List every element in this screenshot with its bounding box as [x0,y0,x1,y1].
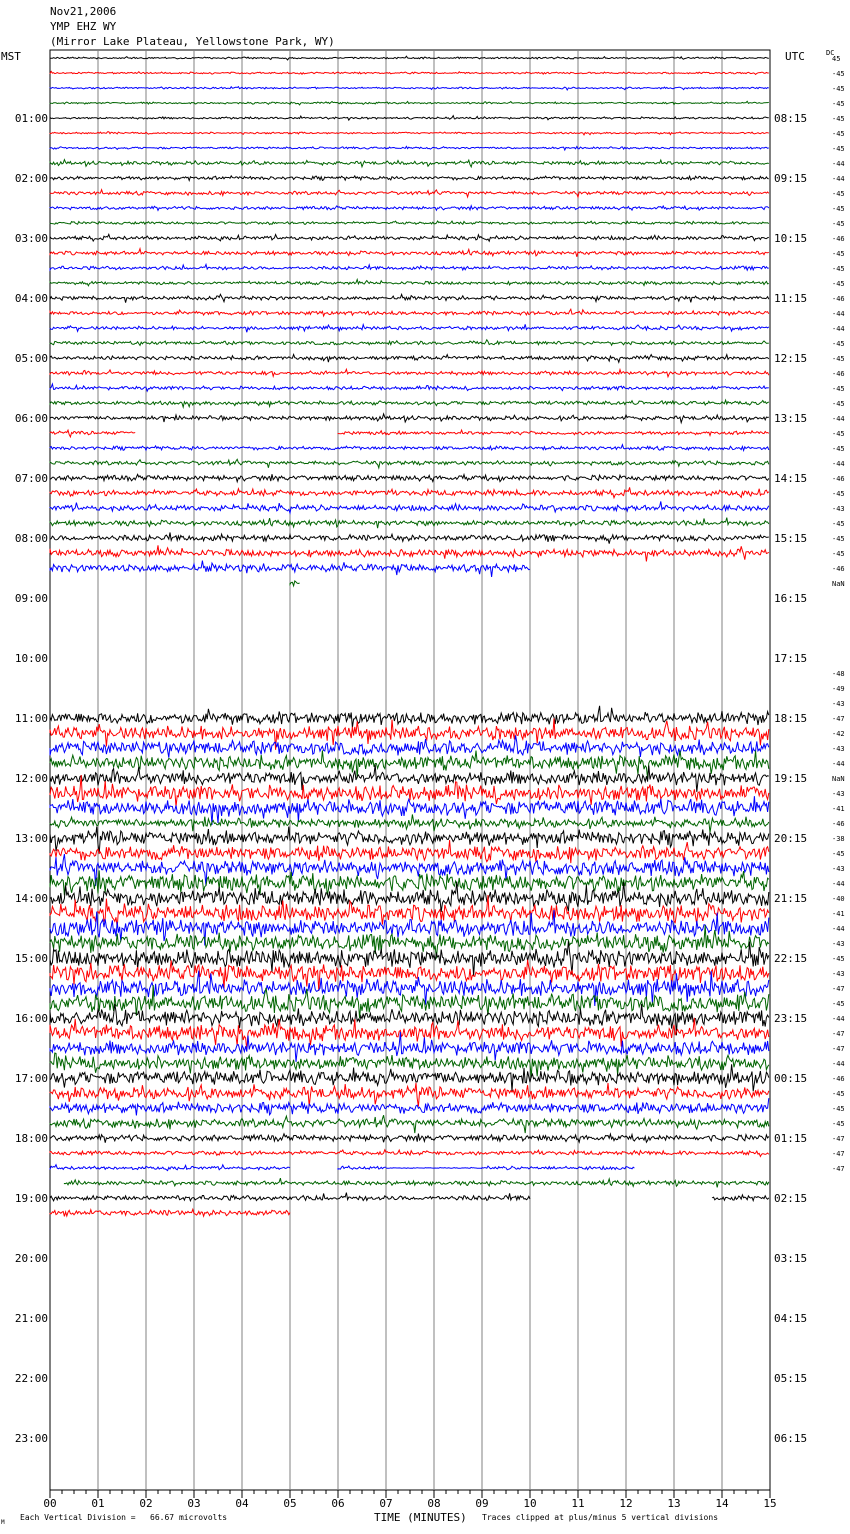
dc-offset-value: -41 [832,805,845,813]
seismic-trace [50,826,769,853]
utc-hour-label: 08:15 [774,112,808,125]
dc-offset-value: -45 [832,220,845,228]
dc-offset-value: -47 [832,1165,845,1173]
plot-date: Nov21,2006 [50,5,117,18]
mst-hour-label: 19:00 [14,1192,48,1205]
dc-offset-value: -47 [832,1030,845,1038]
dc-offset-value: -41 [832,910,845,918]
dc-offset-value: -45 [832,355,845,363]
seismic-trace [50,294,769,302]
seismic-trace [50,369,769,377]
dc-offset-value: -48 [832,670,845,678]
vertical-division-note: Each Vertical Division = 66.67 microvolts [20,1513,228,1522]
dc-offset-value: -44 [832,415,845,423]
utc-hour-label: 16:15 [774,592,808,605]
dc-offset-value: -45 [832,955,845,963]
seismic-trace [50,1150,769,1157]
utc-hour-label: 01:15 [774,1132,808,1145]
dc-offset-value: -44 [832,760,845,768]
seismic-trace [50,870,769,895]
dc-offset-value: -45 [832,145,845,153]
seismic-trace [50,146,769,150]
seismic-trace [50,814,769,832]
mst-hour-label: 16:00 [14,1012,48,1025]
dc-offset-value: -44 [832,175,845,183]
dc-offset-value: -45 [832,490,845,498]
seismic-trace [338,1166,386,1169]
dc-offset-value: -45 [832,445,845,453]
mst-axis-label: MST [1,50,21,63]
mst-hour-label: 18:00 [14,1132,48,1145]
station-code: YMP EHZ WY [50,20,117,33]
dc-offset-value: -45 [832,250,845,258]
dc-offset-value: -45 [832,1120,845,1128]
dc-offset-value: NaN [832,775,845,783]
seismic-trace [50,190,769,197]
dc-offset-value: -43 [832,700,845,708]
mst-hour-label: 21:00 [14,1312,48,1325]
utc-hour-label: 20:15 [774,832,808,845]
dc-offset-value: -43 [832,790,845,798]
mst-hour-label: 12:00 [14,772,48,785]
mst-hour-label: 06:00 [14,412,48,425]
seismic-trace [50,87,769,90]
minute-tick-label: 05 [283,1497,297,1510]
seismic-trace [50,518,769,529]
dc-offset-value: -49 [832,685,845,693]
mst-hour-label: 05:00 [14,352,48,365]
grid-lines [50,50,770,1490]
utc-hour-label: 12:15 [774,352,808,365]
dc-offset-value: -47 [832,1045,845,1053]
dc-offset-value: -47 [832,985,845,993]
mst-hour-label: 11:00 [14,712,48,725]
mst-hour-label: 17:00 [14,1072,48,1085]
seismic-trace [50,735,769,757]
dc-offset-value: -46 [832,235,845,243]
mst-hour-label: 03:00 [14,232,48,245]
seismic-trace [50,340,769,346]
seismic-trace [50,1209,290,1216]
dc-offset-value: -38 [832,835,845,843]
clipping-note: Traces clipped at plus/minus 5 vertical divisions [482,1513,719,1522]
seismic-trace [50,280,769,286]
mst-hour-label: 08:00 [14,532,48,545]
dc-offset-value: -43 [832,745,845,753]
seismic-trace [50,234,769,241]
mst-hour-label: 14:00 [14,892,48,905]
dc-offset-value: -45 [832,100,845,108]
dc-offset-value: -44 [832,160,845,168]
seismic-trace [482,1166,634,1170]
utc-hour-label: 04:15 [774,1312,808,1325]
seismic-trace [50,430,135,437]
minute-tick-label: 09 [475,1497,489,1510]
dc-offset-value: -45 [832,280,845,288]
seismic-trace [50,221,769,225]
corner-mark: M [1,1519,5,1526]
mst-hour-label: 02:00 [14,172,48,185]
seismic-trace [50,56,769,60]
seismic-traces [50,56,769,1216]
seismic-trace [50,459,769,468]
utc-hour-label: 10:15 [774,232,808,245]
seismic-trace [50,132,769,135]
seismic-trace [50,400,769,407]
axis-labels [15,55,845,1510]
seismic-trace [50,882,769,912]
seismic-trace [50,1064,769,1091]
dc-offset-value: -45 [832,1090,845,1098]
seismic-trace [50,750,769,778]
minute-tick-label: 07 [379,1497,393,1510]
seismic-trace [50,501,769,513]
seismic-trace [50,706,769,728]
dc-offset-value: -45 [832,85,845,93]
seismic-trace [50,545,769,561]
utc-hour-label: 19:15 [774,772,808,785]
seismic-trace [338,430,769,435]
minute-tick-label: 06 [331,1497,345,1510]
utc-hour-label: 02:15 [774,1192,808,1205]
seismic-trace [290,581,300,586]
seismic-trace [50,765,769,792]
seismic-trace [50,249,769,257]
seismic-trace [50,487,769,497]
utc-hour-label: 05:15 [774,1372,808,1385]
seismic-trace [50,71,769,74]
seismic-trace [50,116,769,121]
mst-hour-label: 20:00 [14,1252,48,1265]
dc-offset-value: -45 [832,430,845,438]
dc-offset-value: -45 [832,115,845,123]
dc-offset-value: -45 [832,385,845,393]
seismic-trace [50,324,769,332]
seismic-trace [50,414,769,423]
dc-offset-value: -45 [832,520,845,528]
dc-offset-value: -45 [832,70,845,78]
seismic-trace [50,101,769,105]
minute-tick-label: 00 [43,1497,57,1510]
minute-tick-label: 02 [139,1497,153,1510]
utc-hour-label: 14:15 [774,472,808,485]
dc-offset-value: -43 [832,970,845,978]
dc-offset-value: -42 [832,730,845,738]
minute-tick-label: 01 [91,1497,105,1510]
mst-hour-label: 10:00 [14,652,48,665]
dc-offset-value: -40 [832,895,845,903]
minute-tick-label: 10 [523,1497,537,1510]
dc-offset-value: -43 [832,505,845,513]
seismic-trace [64,1178,768,1187]
seismic-trace [50,1134,769,1143]
dc-offset-value: -47 [832,715,845,723]
minute-tick-label: 13 [667,1497,681,1510]
minute-tick-label: 11 [571,1497,585,1510]
utc-hour-label: 17:15 [774,652,808,665]
utc-axis-label: UTC [785,50,805,63]
mst-hour-label: 01:00 [14,112,48,125]
mst-hour-label: 09:00 [14,592,48,605]
seismic-trace [50,445,769,451]
dc-offset-value: -43 [832,865,845,873]
time-axis-title: TIME (MINUTES) [374,1511,467,1524]
seismic-trace [50,384,769,391]
dc-offset-value: -44 [832,1015,845,1023]
utc-hour-label: 00:15 [774,1072,808,1085]
minute-tick-label: 14 [715,1497,729,1510]
dc-offset-value: -46 [832,475,845,483]
dc-offset-value: -45 [832,535,845,543]
seismic-trace [50,264,769,270]
seismic-trace [712,1195,768,1201]
dc-offset-value: -44 [832,1060,845,1068]
mst-hour-label: 13:00 [14,832,48,845]
dc-offset-value: NaN [832,580,845,588]
dc-offset-value: -44 [832,325,845,333]
utc-hour-label: 22:15 [774,952,808,965]
dc-offset-value: -45 [832,1105,845,1113]
utc-hour-label: 15:15 [774,532,808,545]
seismic-trace [50,1098,769,1115]
dc-offset-value: -46 [832,1075,845,1083]
mst-hour-label: 22:00 [14,1372,48,1385]
utc-hour-label: 18:15 [774,712,808,725]
utc-hour-label: 06:15 [774,1432,808,1445]
dc-offset-value: -44 [832,925,845,933]
dc-offset-value: -45 [832,850,845,858]
dc-offset-value: -45 [832,400,845,408]
mst-hour-label: 04:00 [14,292,48,305]
minute-tick-label: 15 [763,1497,777,1510]
seismic-trace [50,355,769,363]
seismic-trace [50,925,769,959]
dc-offset-value: -47 [832,1135,845,1143]
dc-offset-value: -45 [832,265,845,273]
dc-offset-value: -45 [832,130,845,138]
utc-hour-label: 03:15 [774,1252,808,1265]
seismic-trace [50,176,769,181]
dc-offset-value: -45 [832,205,845,213]
dc-offset-value: -45 [832,340,845,348]
seismic-trace [50,474,769,482]
seismic-trace [50,985,769,1018]
seismic-trace [50,160,769,167]
minute-tick-label: 04 [235,1497,249,1510]
dc-offset-value: -47 [832,1150,845,1158]
mst-hour-label: 15:00 [14,952,48,965]
mst-hour-label: 23:00 [14,1432,48,1445]
minute-tick-label: 12 [619,1497,633,1510]
seismic-trace [50,1115,769,1133]
utc-hour-label: 13:15 [774,412,808,425]
mst-hour-label: 07:00 [14,472,48,485]
dc-offset-value: -45 [832,550,845,558]
dc-offset-value: 45 [832,55,841,63]
dc-offset-value: -44 [832,880,845,888]
dc-offset-value: -44 [832,460,845,468]
minute-tick-label: 03 [187,1497,201,1510]
dc-offset-value: -46 [832,820,845,828]
utc-hour-label: 21:15 [774,892,808,905]
dc-offset-value: -46 [832,295,845,303]
minute-tick-label: 08 [427,1497,441,1510]
utc-hour-label: 09:15 [774,172,808,185]
dc-offset-value: -44 [832,310,845,318]
dc-offset-value: -46 [832,370,845,378]
dc-offset-value: -43 [832,940,845,948]
dc-offset-value: -45 [832,190,845,198]
utc-hour-label: 23:15 [774,1012,808,1025]
seismic-trace [50,533,769,544]
seismic-trace [50,206,769,211]
utc-hour-label: 11:15 [774,292,808,305]
seismic-trace [50,309,769,316]
seismic-trace [50,1165,290,1171]
plot-frame [50,50,770,1490]
dc-offset-value: -45 [832,1000,845,1008]
dc-offset-header: DC [826,49,835,57]
station-location: (Mirror Lake Plateau, Yellowstone Park, WY) [50,35,335,48]
dc-offset-value: -46 [832,565,845,573]
seismic-trace [50,1083,769,1107]
